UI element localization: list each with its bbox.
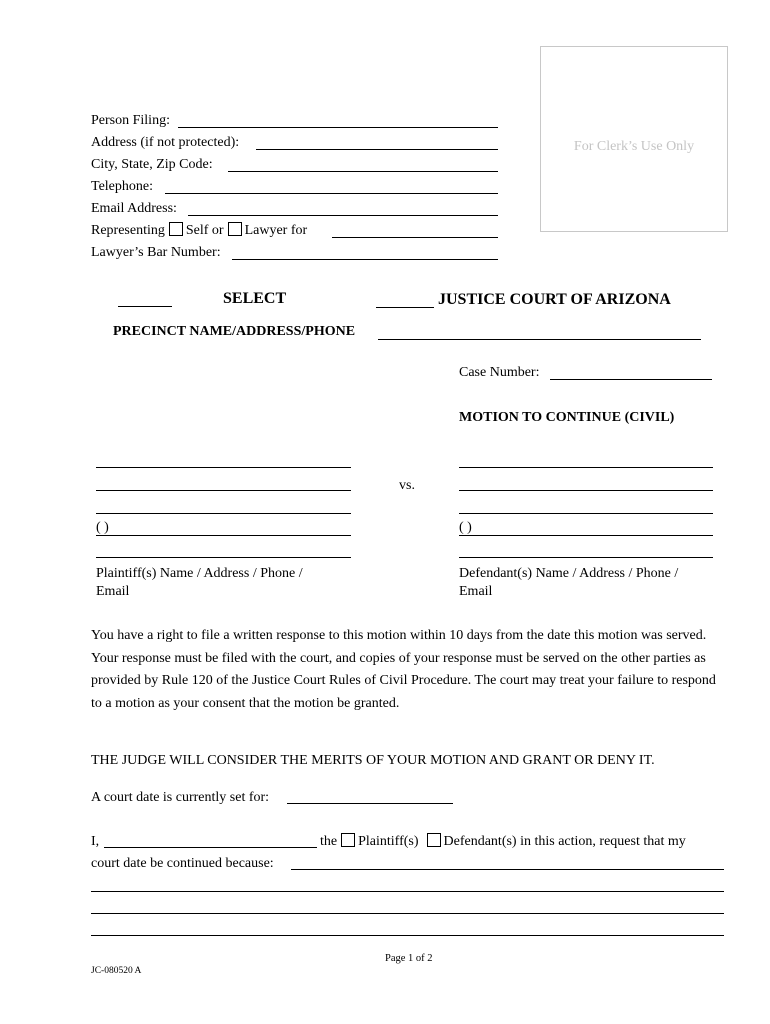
- judge-statement: THE JUDGE WILL CONSIDER THE MERITS OF YOUR MOTION AND GRANT OR DENY IT.: [91, 753, 655, 768]
- plaintiff-phone-line[interactable]: [96, 535, 351, 536]
- versus-label: vs.: [399, 478, 415, 493]
- court-county-field[interactable]: [118, 306, 172, 307]
- representing-row: [91, 222, 307, 240]
- email-field[interactable]: [188, 215, 498, 216]
- precinct-label: PRECINCT NAME/ADDRESS/PHONE: [113, 324, 356, 339]
- plaintiff-checkbox[interactable]: [341, 833, 355, 847]
- plaintiff-option-label: Plaintiff(s): [358, 834, 419, 849]
- defendant-label-line2: Email: [459, 584, 493, 599]
- lawyer-for-label: Lawyer for: [244, 223, 308, 238]
- plaintiff-label-line2: Email: [96, 584, 130, 599]
- reason-line-1[interactable]: [291, 869, 724, 870]
- representing-label: Representing: [91, 223, 165, 238]
- telephone-label: Telephone:: [91, 179, 153, 194]
- request-row: [320, 833, 686, 851]
- defendant-line-3[interactable]: [459, 513, 713, 514]
- case-number-label: Case Number:: [459, 365, 540, 380]
- city-state-zip-label: City, State, Zip Code:: [91, 157, 213, 172]
- requester-name-field[interactable]: [104, 847, 317, 848]
- plaintiff-line-1[interactable]: [96, 467, 351, 468]
- court-type-field[interactable]: [376, 307, 434, 308]
- court-select-label: SELECT: [223, 290, 287, 307]
- reason-line-4[interactable]: [91, 935, 724, 936]
- clerk-use-label: For Clerk’s Use Only: [573, 139, 695, 154]
- self-checkbox[interactable]: [169, 222, 183, 236]
- address-field[interactable]: [256, 149, 498, 150]
- defendant-phone-line[interactable]: [459, 535, 713, 536]
- court-date-label: A court date is currently set for:: [91, 790, 270, 805]
- plaintiff-label-line1: Plaintiff(s) Name / Address / Phone /: [96, 566, 303, 581]
- the-label: the: [320, 834, 338, 849]
- person-filing-field[interactable]: [178, 127, 498, 128]
- person-filing-label: Person Filing:: [91, 113, 170, 128]
- defendant-line-5[interactable]: [459, 557, 713, 558]
- motion-title: MOTION TO CONTINUE (CIVIL): [459, 410, 675, 425]
- self-or-label: Self or: [185, 223, 224, 238]
- plaintiff-line-2[interactable]: [96, 490, 351, 491]
- lawyer-checkbox[interactable]: [228, 222, 242, 236]
- lawyer-for-field[interactable]: [332, 237, 498, 238]
- city-state-zip-field[interactable]: [228, 171, 498, 172]
- reason-line-3[interactable]: [91, 913, 724, 914]
- email-label: Email Address:: [91, 201, 177, 216]
- plaintiff-line-5[interactable]: [96, 557, 351, 558]
- plaintiff-area-code: ( ): [96, 520, 109, 535]
- defendant-line-1[interactable]: [459, 467, 713, 468]
- clerk-use-box: [540, 46, 728, 232]
- plaintiff-line-3[interactable]: [96, 513, 351, 514]
- bar-number-field[interactable]: [232, 259, 498, 260]
- response-notice: You have a right to file a written response to this motion within 10 days from the date this motion was served. Your response must be filed with the court, and copies of your response must be served on the other parties as provided by Rule 120 of the Justice Court Rules of Civil Procedure. The court may treat your failure to respond to a motion as your consent that the motion be granted.: [91, 628, 716, 711]
- telephone-field[interactable]: [165, 193, 498, 194]
- court-date-field[interactable]: [287, 803, 453, 804]
- precinct-field[interactable]: [378, 339, 701, 340]
- address-label: Address (if not protected):: [91, 135, 240, 150]
- court-name: JUSTICE COURT OF ARIZONA: [438, 291, 671, 308]
- form-id: JC-080520 A: [91, 966, 142, 976]
- page-number: Page 1 of 2: [385, 953, 433, 964]
- reason-line-2[interactable]: [91, 891, 724, 892]
- request-i-label: I,: [91, 834, 100, 849]
- defendant-label-line1: Defendant(s) Name / Address / Phone /: [459, 566, 679, 581]
- continued-because-label: court date be continued because:: [91, 856, 274, 871]
- defendant-line-2[interactable]: [459, 490, 713, 491]
- case-number-field[interactable]: [550, 379, 712, 380]
- bar-number-label: Lawyer’s Bar Number:: [91, 245, 221, 260]
- defendant-option-label: Defendant(s) in this action, request that my: [443, 834, 686, 849]
- defendant-area-code: ( ): [459, 520, 472, 535]
- defendant-checkbox[interactable]: [427, 833, 441, 847]
